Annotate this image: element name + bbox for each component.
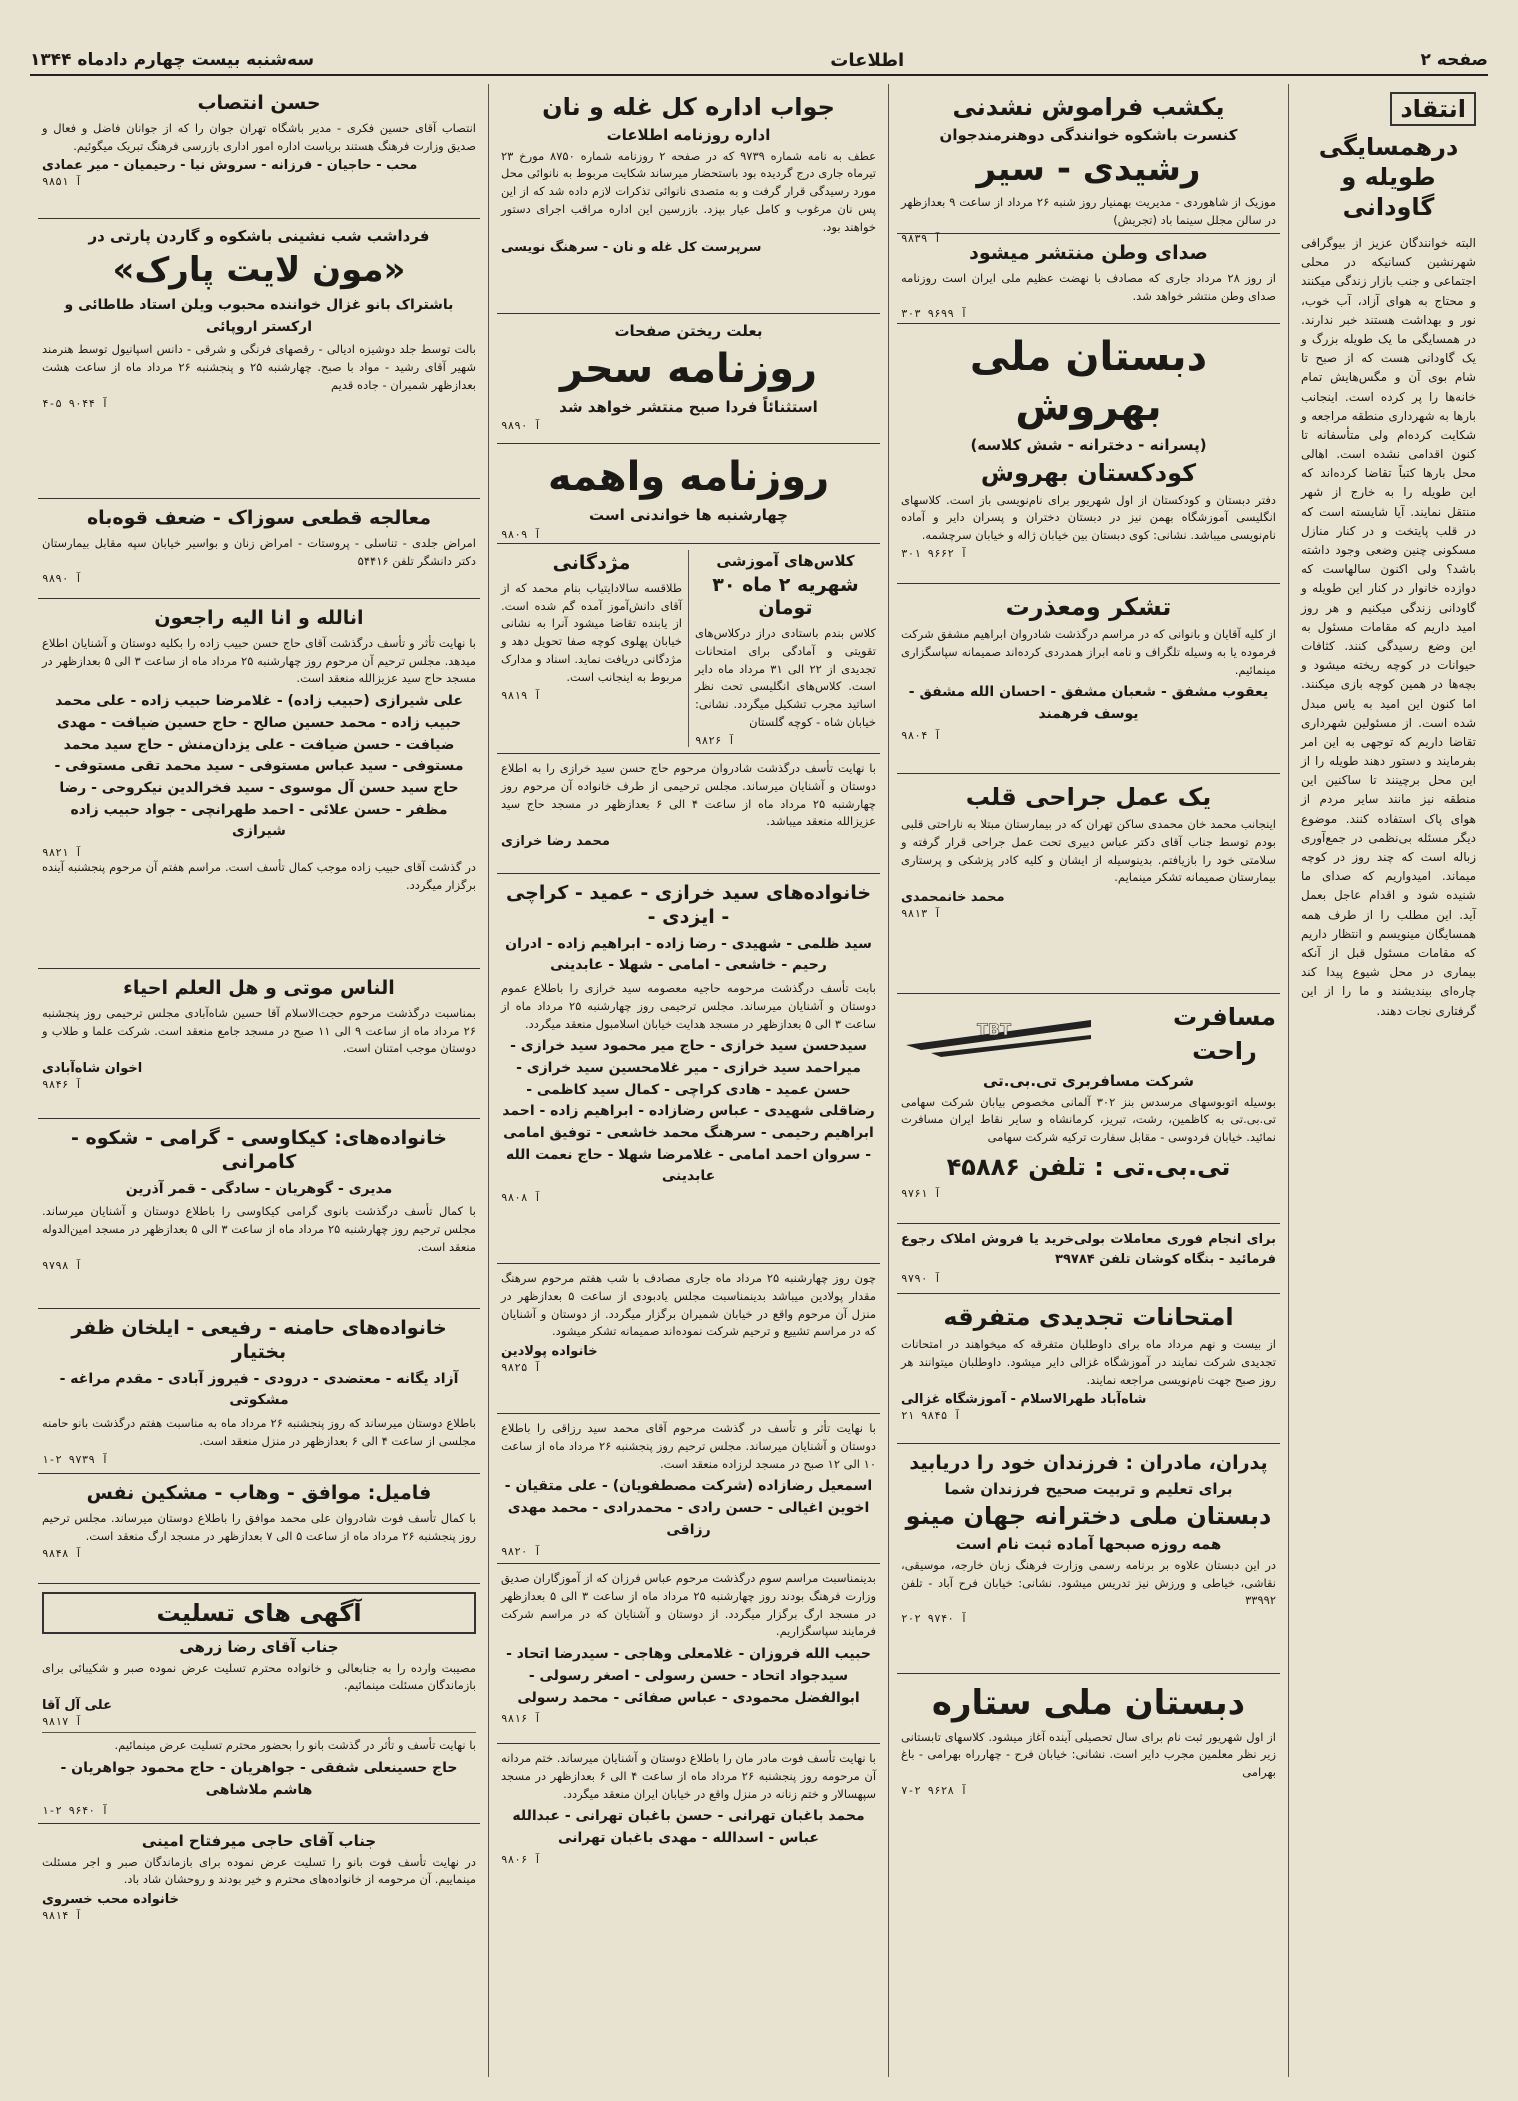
classes-heading: کلاس‌های آموزشی — [716, 552, 855, 570]
reward-heading: مژدگانی — [552, 552, 631, 574]
setareh-heading: دبستان ملی ستاره — [931, 1683, 1246, 1723]
appointment-signature: محب - حاجیان - فرزانه - سروش نیا - رحیمیان - میر عمادی — [42, 158, 418, 174]
sahar-ad — [497, 314, 880, 444]
jahanmino-code: آ ۹۷۴۰ ۲۰۲ — [901, 1612, 968, 1626]
obituary-6-code: آ ۹۸۰۶ — [501, 1852, 541, 1866]
condolence-text2: با نهایت تأسف و تأثر در گذشت بانو را بحضور محترم تسلیت عرض مینمائیم. — [114, 1738, 476, 1753]
moonlight-ad — [38, 219, 480, 499]
obituary-4-names: اسمعیل رضازاده (شرکت مصطفویان) - علی متقیان - اخوین اغیالی - حسن رادی - محمدرادی - محمد مهدی رزاقی — [504, 1478, 873, 1538]
travel-company: شرکت مسافربری تی.بی.تی — [983, 1072, 1194, 1090]
column-2 — [488, 84, 888, 2077]
paper-name: اطلاعات — [830, 49, 905, 71]
sahar-code: آ ۹۸۹۰ — [501, 419, 541, 432]
condolence-signature2: حاج حسینعلی شفقی - جواهریان - حاج محمود جواهریان - هاشم ملاشاهی — [60, 1759, 458, 1798]
classes-text: کلاس بندم باستادی دراز درکلاس‌های تقویتی و آمادگی برای امتحانات تجدیدی از ۲۲ الی ۳۱ مرداد ماه دایر است. کلاس‌های انگلیسی تحت نظر اساتید مجرب تشکیل میگردد. نشانی: خیابان شاه - کوچه گلستان — [695, 626, 876, 730]
critique-body: البته خوانندگان عزیز از بیوگرافی شهرنشین کسانیکه در محلی اجتماعی و جنب بازار زندگی میکنند و محتاج به هوای آزاد، آب خوب، نور و بهداشت هستند خبر ندارند. در همسایگی ما یک طویله بزرگ و یک گاودانی هست که از صبح تا شام بوی آن و مگس‌هایش تمام خانه‌ها را پر کرده است. اینجانب بارها به شهرداری منطقه مراجعه و شکایت کرده‌ام ولی متأسفانه تا کنون اقدامی نشده است. اهالی محل بارها کتباً تقاضا کرده‌اند که این طویله را به خارج از شهر منتقل نمایند. آیا شایسته است که در قلب پایتخت و در کنار منازل مسکونی چنین وضعی وجود داشته باشد؟ ولی اکنون سالهاست که دوازده خانوار در کنار این طویله و گاودانی زندگی میکنیم و هر روز امید داریم که مقامات مسئول به این وضع رسیدگی کنند. کثافات حیوانات در کوچه ریخته میشود و بچه‌ها در همین کوچه بازی میکنند. اما کنون این امید به یاس مبدل شده است. از مسئولین شهرداری تقاضا داریم که توجهی به این امر بفرمایند و دستور دهند طویله را از این محل برچینند تا ساکنین این منطقه نیز مانند سایر مردم از هوای پاک استفاده کنند. موضوع دیگر مسئله بی‌نظمی در جمع‌آوری زباله است که چند روز در کوچه میماند. امیدواریم که صدای ما شنیده شود و اقدام عاجل بعمل آید. این مطلب را از طرف همه همسایگان مینویسم و انتظار داریم که مقامات مسئول قبل از آنکه بیماری در محل شیوع پیدا کند چاره‌ای بیندیشند و ما را از این گرفتاری نجات دهند. — [1301, 236, 1476, 1018]
mavafagh-text: با کمال تأسف فوت شادروان علی محمد موافق را باطلاع دوستان میرساند. مجلس ترحیم روز پنجشنبه ۲۶ مرداد ماه از ساعت ۵ الی ۷ بعدازظهر در مسجد ارگ منعقد است. — [42, 1510, 476, 1543]
hamneh-text: باطلاع دوستان میرساند که روز پنجشنبه ۲۶ مرداد ماه به مناسبت هفتم درگذشت بانو حامنه مجلسی از ساعت ۴ الی ۶ بعدازظهر در منزل منعقد است. — [42, 1415, 476, 1448]
thanks-text: از کلیه آقایان و بانوانی که در مراسم درگذشت شادروان ابراهیم مشفق شرکت فرموده یا به وسیله تلگراف و نامه ابراز همدردی کرده‌اند صمیمانه سپاسگزاری مینمائیم. — [901, 627, 1276, 677]
exams-code: آ ۹۸۴۵ ۲۱ — [901, 1409, 961, 1423]
critique-heading: درهمسایگی طویله و گاودانی — [1318, 133, 1459, 221]
classes-code: آ ۹۸۲۶ — [695, 733, 735, 747]
bread-text: عطف به نامه شماره ۹۷۳۹ که در صفحه ۲ روزنامه شماره ۸۷۵۰ مورخ ۲۳ تیرماه جاری درج گردیده بود باستحضار میرساند شکایت مربوط به نانوائی محل مورد رسیدگی قرار گرفت و به متصدی نانوائی تذکرات لازم داده شد که از این پس نان مرغوب و کامل عیار بپزد. بازرسین این اداره مراقب اجرای دستور خواهند بود. — [501, 148, 877, 234]
mavafagh-obituary — [38, 1474, 480, 1584]
surgery-code: آ ۹۸۱۳ — [901, 907, 941, 921]
sedayevatan-text: از روز ۲۸ مرداد جاری که مصادف با نهضت عظیم ملی ایران است روزنامه صدای وطن منتشر خواهد شد. — [901, 270, 1276, 303]
obituary-3-text: چون روز چهارشنبه ۲۵ مرداد ماه جاری مصادف با شب هفتم مرحوم سرهنگ مقدار پولادین میباشد بدینمناسبت مجلس یادبودی از ساعت ۵ بعدازظهر در منزل آن مرحوم واقع در خیابان شمیران برگزار میگردد. از دوستان و آشنایان که در مراسم تشییع و ترحیم شرکت نموده‌اند صمیمانه تشکر میشود. — [501, 1271, 876, 1339]
issue-date: سه‌شنبه بیست چهارم دادماه ۱۳۴۴ — [30, 50, 315, 70]
doctor-text: امراض جلدی - تناسلی - پروستات - امراض زنان و بواسیر خیابان سپه مقابل بیمارستان دکتر دانشگر تلفن ۵۴۴۱۶ — [42, 535, 476, 568]
hamneh-heading: خانواده‌های حامنه - رفیعی - ایلخان ظفر بختیار — [71, 1317, 447, 1363]
behrouz-code: آ ۹۶۶۲ ۳۰۱ — [901, 546, 968, 560]
column-critique — [1288, 84, 1488, 2077]
travel-phone — [901, 1153, 1276, 1181]
obituary-6-names: محمد باغبان تهرانی - حسن باغبان تهرانی - عبدالله عباس - اسدالله - مهدی باغبان تهرانی — [512, 1808, 865, 1847]
column-3 — [888, 84, 1288, 2077]
classes-amount: شهریه ۲ ماه ۳۰ تومان — [712, 573, 859, 620]
doctor-code: آ ۹۸۹۰ — [42, 572, 82, 586]
condolence-signature: علی آل آقا — [42, 1698, 112, 1714]
exams-ad — [897, 1294, 1280, 1444]
realestate-code: آ ۹۷۹۰ — [901, 1272, 941, 1286]
jahanmino-heading: پدران، مادران : فرزندان خود را دریابید — [909, 1452, 1268, 1474]
bread-heading: جواب اداره کل غله و نان — [542, 93, 835, 121]
thanks-code: آ ۹۸۰۴ — [901, 728, 941, 742]
ahya-signature: اخوان شاه‌آبادی — [42, 1061, 143, 1077]
sedayevatan-code: آ ۹۶۹۹ ۳۰۳ — [901, 307, 968, 321]
condolence-sub: جناب آقای رضا زرهی — [179, 1638, 339, 1656]
sahar-text: استثنائاً فردا صبح منتشر خواهد شد — [559, 397, 818, 416]
setareh-code: آ ۹۶۲۸ ۲-۷ — [901, 1783, 968, 1797]
realestate-text: برای انجام فوری معاملات بولی‌خرید یا فروش املاک رجوع فرمائید - بنگاه کوشان تلفن ۳۹۷۸۴ — [901, 1232, 1276, 1268]
behrouz-text: دفتر دبستان و کودکستان از اول شهریور برای نام‌نویسی باز است. کلاسهای انگلیسی آموزشگاه بهمن نیز در دبستان دختران و پسران دایر و آماده نام‌نویسی میباشد. نشانی: کوی دبستان بین خیابان ژاله و خیابان سرچشمه. — [901, 492, 1276, 543]
columns — [30, 84, 1488, 2077]
jahanmino-sub2: دبستان ملی دخترانه جهان مینو — [905, 1502, 1272, 1531]
obituary-3-signature: خانواده پولادین — [501, 1344, 598, 1360]
realestate-ad — [897, 1224, 1280, 1294]
obituary-4-code: آ ۹۸۲۰ — [501, 1544, 541, 1558]
travel-code: آ ۹۷۶۱ — [901, 1186, 941, 1200]
travel-ad — [897, 994, 1280, 1224]
surgery-text: اینجانب محمد خان محمدی ساکن تهران که در بیمارستان مبتلا به ناراحتی قلبی بودم توسط جناب آقای دکتر عباس دبیری تحت عمل جراحی قرار گرفته و سلامتی خود را بازیافتم. بدینوسیله از ایشان و کلیه کادر پزشکی و پرستاری بیمارستان صمیمانه تشکر مینمایم. — [901, 817, 1276, 885]
moonlight-code: آ ۹۰۴۴ ۵-۴ — [42, 396, 109, 410]
reward-text: طلاقسه سالادایتیاب بنام محمد که از آقای دانش‌آموز آمده گم شده است. از یابنده تقاضا میشود آنرا به نشانی خیابان پهلوی کوچه صفا تحویل دهد و مژدگانی دریافت نماید. اسناد و مدارک مربوط به اینجانب است. — [501, 580, 682, 684]
appointment-text: انتصاب آقای حسین فکری - مدیر باشگاه تهران جوان را که از جوانان فاضل و فعال و صدیق وزارت فرهنگ هستند بریاست اداره امور اداری بازرسی فرهنگ تبریک میگوئیم. — [42, 120, 476, 153]
travel-text: بوسیله اتوبوسهای مرسدس بنز ۳۰۲ آلمانی مخصوص بیابان شرکت سهامی تی.بی.تی به کاظمین، رشت، تبریز، کرمانشاه و سایر نقاط ایران مسافرت نمائید. خیابان فردوسی - مقابل سفارت ترکیه شرکت سهامی — [901, 1094, 1277, 1145]
moonlight-heading: «مون لایت پارک» — [112, 249, 406, 290]
obituary-4-text: با نهایت تأثر و تأسف در گذشت مرحوم آقای محمد سید رزاقی را باطلاع دوستان و آشنایان میرساند. مجلس ترحیم روز پنجشنبه ۲۶ مرداد ماه از ساعت ۱۰ الی ۱۲ صبح در مسجد لرزاده منعقد است. — [501, 1421, 876, 1471]
jahanmino-sub3: همه روزه صبحها آماده ثبت نام است — [955, 1535, 1222, 1554]
concert-text: موزیک از شاهوردی - مدیریت بهمنیار روز شنبه ۲۶ مرداد از ساعت ۹ بعدازظهر در سالن مجلل سینما باد (تجریش) — [901, 195, 1276, 227]
rajeoon-text: با نهایت تأثر و تأسف درگذشت آقای حاج حسن حبیب زاده را بکلیه دوستان و آشنایان اطلاع میدهد. مجلس ترحیم آن مرحوم روز چهارشنبه ۲۵ مرداد ماه از ساعت ۳ الی ۵ بعدازظهر در مسجد حاج سید عزیزالله منعقد است. — [42, 635, 476, 686]
behrouz-heading: دبستان ملی بهروش — [969, 334, 1208, 430]
classes-ad — [695, 550, 876, 747]
jahanmino-sub: برای تعلیم و تربیت صحیح فرزندان شما — [944, 1479, 1233, 1498]
amini-signature: خانواده محب خسروی — [42, 1892, 179, 1908]
reward-ad — [501, 550, 689, 747]
mavafagh-code: آ ۹۸۴۸ — [42, 1547, 82, 1561]
obituary-5-code: آ ۹۸۱۶ — [501, 1712, 541, 1726]
ahya-code: آ ۹۸۴۶ — [42, 1078, 82, 1092]
moonlight-names: باشتراک بانو غزال خواننده محبوب ویلن استاد طاطائی و ارکستر اروپائی — [64, 297, 454, 335]
travel-phone-number: ۴۵۸۸۶ — [946, 1152, 1020, 1181]
sahar-heading: روزنامه سحر — [560, 345, 817, 392]
bread-signature: سرپرست کل غله و نان - سرهنگ نویسی — [501, 239, 762, 255]
vahmeh-ad — [497, 444, 880, 544]
kikavousi-heading: خانواده‌های: کیکاوسی - گرامی - شکوه - کامرانی — [71, 1127, 447, 1173]
surgery-ad — [897, 774, 1280, 994]
condolence-text: مصیبت وارده را به جنابعالی و خانواده محترم تسلیت عرض نموده صبر و شکیبائی برای بازماندگان مسئلت مینمائیم. — [42, 1660, 476, 1693]
travel-phone-label: تی.بی.تی : تلفن — [1028, 1152, 1231, 1181]
reward-code: آ ۹۸۱۹ — [501, 688, 541, 702]
appointment-heading: حسن انتصاب — [197, 92, 321, 114]
rajeoon-code: آ ۹۸۲۱ — [42, 846, 82, 859]
surgery-heading: یک عمل جراحی قلب — [965, 783, 1212, 811]
vahmeh-heading: روزنامه واهمه — [547, 454, 830, 500]
exams-signature: شاه‌آباد طهرالاسلام - آموزشگاه غزالی — [901, 1392, 1147, 1408]
travel-heading1: مسافرت — [1172, 1003, 1276, 1031]
concert-code: آ ۹۸۳۹ — [901, 231, 941, 245]
obituary-6-text: با نهایت تأسف فوت مادر مان را باطلاع دوستان و آشنایان میرساند. ختم مردانه آن مرحومه روز پنجشنبه ۲۶ مرداد ماه از ساعت ۴ الی ۶ بعدازظهر در مسجد سپهسالار و ختم زنانه در منزل واقع در خیابان ایران منعقد میگردد. — [501, 1751, 877, 1801]
mavafagh-heading: فامیل: موافق - وهاب - مشکین نفس — [86, 1482, 432, 1504]
obituary-5-names: حبیب الله فروزان - غلامعلی وهاجی - سیدرضا اتحاد - سیدجواد اتحاد - حسن رسولی - اصغر رسولی - ابوالفضل محمودی - عباس صفائی - محمد رسولی — [506, 1646, 871, 1706]
condolence-heading: آگهی های تسلیت — [42, 1592, 476, 1634]
setareh-text: از اول شهریور ثبت نام برای سال تحصیلی آینده آغاز میشود. کلاسهای تابستانی زیر نظر معلمین مجرب دایر است. نشانی: خیابان فرح - چهارراه بهرامی - باغ بهرامی — [901, 1729, 1276, 1780]
obituary-1 — [497, 754, 880, 874]
behrouz-sub: (پسرانه - دخترانه - شش کلاسه) — [970, 436, 1207, 454]
masthead — [30, 46, 1488, 76]
bread-reply — [497, 84, 880, 314]
critique-label: انتقاد — [1390, 92, 1476, 126]
critique-article — [1297, 84, 1480, 2077]
exams-text: از بیست و نهم مرداد ماه برای داوطلبان متفرقه که میخواهند در امتحانات تجدیدی شرکت نمایند در آموزشگاه غزالی دایر میشود. داوطلبان میتوانند هر روز صبح جهت نام‌نویسی مراجعه نمایند. — [901, 1337, 1276, 1387]
amini-text: در نهایت تأسف فوت بانو را تسلیت عرض نموده برای بازماندگان صبر و اجر مسئلت مینماییم. آن مرحومه از خانواده‌های محترم و خیر بودند و روحشان شاد باد. — [42, 1854, 476, 1887]
moonlight-sub: فرداشب شب نشینی باشکوه و گاردن پارتی در — [88, 227, 430, 245]
thanks-heading: تشکر ومعذرت — [1005, 593, 1172, 621]
obituary-2 — [497, 874, 880, 1264]
behrouz-sub2: کودکستان بهروش — [980, 458, 1197, 487]
kikavousi-obituary — [38, 1119, 480, 1309]
hamneh-obituary — [38, 1309, 480, 1474]
amini-sub: جناب آقای حاجی میرفتاح امینی — [141, 1832, 377, 1850]
travel-heading2: راحت — [1192, 1037, 1257, 1065]
column-1 — [30, 84, 488, 2077]
kikavousi-names: مدیری - گوهریان - سادگی - قمر آذرین — [125, 1180, 393, 1197]
rajeoon-note: در گذشت آقای حبیب زاده موجب کمال تأسف است. مراسم هفتم آن مرحوم پنجشنبه آینده برگزار میگردد. — [42, 860, 476, 892]
amini-code: آ ۹۸۱۴ — [42, 1909, 82, 1923]
condolence-section — [38, 1584, 480, 1824]
obituary-3-code: آ ۹۸۲۵ — [501, 1361, 541, 1375]
sedayevatan-ad — [897, 231, 1280, 324]
doctor-heading: معالجه قطعی سوزاک - ضعف قوه‌باه — [86, 507, 432, 529]
doctor-ad — [38, 499, 480, 599]
obituary-2-code: آ ۹۸۰۸ — [501, 1191, 541, 1205]
obituary-2-names: سید ظلمی - شهیدی - رضا زاده - ابراهیم زاده - ادران رحیم - خاشعی - امامی - شهلا - عابدینی — [505, 935, 872, 974]
bread-sub: اداره روزنامه اطلاعات — [606, 126, 771, 144]
hamneh-names: آزاد یگانه - معتضدی - درودی - فیروز آبادی - مقدم مراغه - مشکوتی — [59, 1370, 459, 1409]
kikavousi-text: با کمال تأسف درگذشت بانوی گرامی کیکاوسی را باطلاع دوستان و آشنایان میرساند. مجلس ترحیم روز چهارشنبه ۲۵ مرداد ماه از ساعت ۳ الی ۵ بعدازظهر در مسجد امین‌الدوله منعقد است. — [42, 1204, 477, 1254]
obituary-1-signature: محمد رضا خرازی — [501, 834, 610, 850]
surgery-signature: محمد خانمحمدی — [901, 890, 1005, 906]
concert-ad — [897, 84, 1280, 245]
exams-heading: امتحانات تجدیدی متفرقه — [943, 1303, 1234, 1331]
appointment-code: آ ۹۸۵۱ — [42, 175, 82, 189]
obituary-4 — [497, 1414, 880, 1564]
tbt-logo-text: TBT — [976, 1020, 1011, 1039]
classes-and-reward — [497, 544, 880, 754]
condolence-code2: آ ۹۶۴۰ ۲-۱ — [42, 1804, 109, 1818]
hamneh-code: آ ۹۷۳۹ ۲-۱ — [42, 1452, 109, 1466]
bus-logo-icon — [901, 1005, 1101, 1065]
concert-sub: کنسرت باشکوه خوانندگی دوهنرمندجوان — [939, 126, 1238, 144]
obituary-5-text: بدینمناسبت مراسم سوم درگذشت مرحوم عباس فرزان که از آموزگاران صدیق وزارت فرهنگ بودند روز چهارشنبه ۲۵ مرداد ماه از ساعت ۳ الی ۵ بعدازظهر در مسجد ارگ برگزار میگردد. از دوستان و آشنایان که در مراسم شرکت فرمایند سپاسگزاریم. — [501, 1571, 877, 1639]
obituary-2-heading: خانواده‌های سید خرازی - عمید - کراچی - ایزدی - — [505, 882, 872, 928]
obituary-3 — [497, 1264, 880, 1414]
rajeoon-heading: انالله و انا الیه راجعون — [154, 607, 364, 629]
rajeoon-obituary — [38, 599, 480, 969]
obituary-6 — [497, 1744, 880, 2077]
setareh-ad — [897, 1674, 1280, 2077]
obituary-5 — [497, 1564, 880, 1744]
obituary-1-text: با نهایت تأسف درگذشت شادروان مرحوم حاج حسن سید خرازی را به اطلاع دوستان و آشنایان میرساند. مجلس ترحیمی از طرف خانواده آن مرحوم روز چهارشنبه ۲۵ مرداد ماه از ساعت ۴ الی ۶ بعدازظهر در مسجد حاج سید عزیزالله منعقد میباشد. — [501, 761, 877, 829]
concert-heading: یکشب فراموش نشدنی — [952, 93, 1225, 121]
behrouz-school-ad — [897, 324, 1280, 584]
page-number: صفحه ۲ — [1420, 50, 1488, 70]
thanks-ad — [897, 584, 1280, 774]
amini-condolence — [38, 1824, 480, 2077]
moonlight-text: بالت توسط جلد دوشیزه ادیالی - رقصهای فرنگی و شرقی - دانس اسپانیول توسط هنرمند شهیر آقای رشید - مواد با صبح. چهارشنبه ۲۵ و پنجشنبه ۲۶ مرداد ماه از ساعت هشت بعدازظهر شمیران - جاده قدیم — [42, 342, 476, 392]
concert-names: رشیدی - سیر — [976, 148, 1201, 189]
jahanmino-ad — [897, 1444, 1280, 1674]
thanks-names: یعقوب مشفق - شعبان مشفق - احسان الله مشفق - یوسف فرهمند — [908, 684, 1269, 723]
kikavousi-code: آ ۹۷۹۸ — [42, 1258, 82, 1272]
tbt-logo — [901, 1005, 1101, 1065]
vahmeh-code: آ ۹۸۰۹ — [501, 527, 541, 541]
rajeoon-names: علی شیرازی (حبیب زاده) - غلامرضا حبیب زاده - علی محمد حبیب زاده - محمد حسین صالح - حاج حسین ضیافت - مهدی ضیافت - حسن ضیافت - علی یزدان‌منش - حاج سید محمد مستوفی - سید عباس مستوفی - سید محمد تقی مستوفی - حاج سید حسن آل موسوی - سید فخرالدین نیکروحی - رضا مظفر - حسن علائی - احمد طهرانچی - جواد حبیب زاده شیرازی — [54, 693, 464, 840]
sahar-sub: بعلت ریختن صفحات — [614, 322, 763, 340]
ahya-obituary — [38, 969, 480, 1119]
ahya-heading: الناس موتی و هل العلم احیاء — [123, 977, 395, 999]
obituary-2-text: بابت تأسف درگذشت مرحومه حاجیه معصومه سید خرازی را باطلاع عموم دوستان و آشنایان میرساند. مجلس ترحیمی روز چهارشنبه ۲۵ مرداد ماه از ساعت ۳ الی ۵ بعدازظهر در مسجد هدایت خیابان اسلامبول منعقد میگردد. — [501, 980, 876, 1031]
condolence-code: آ ۹۸۱۷ — [42, 1715, 82, 1729]
sedayevatan-heading: صدای وطن منتشر میشود — [969, 242, 1208, 264]
ahya-text: بمناسبت درگذشت مرحوم حجت‌الاسلام آقا حسین شاه‌آبادی مجلس ترحیمی روز پنجشنبه ۲۶ مرداد ماه از ساعت ۹ الی ۱۱ صبح در مسجد جامع منعقد است. شرکت علما و طلاب و دوستان موجب امتنان است. — [42, 1005, 476, 1056]
jahanmino-text: در این دبستان علاوه بر برنامه رسمی وزارت فرهنگ زبان خارجه، موسیقی، نقاشی، خیاطی و ورزش نیز تدریس میشود. نشانی: خیابان فرح آباد - تلفن ۳۳۹۹۲ — [901, 1557, 1276, 1608]
appointment-ad — [38, 84, 480, 219]
obituary-2-names2: سیدحسن سید خرازی - حاج میر محمود سید خرازی - میراحمد سید خرازی - میر غلامحسین سید خرازی - حسن عمید - هادی کراچی - کمال سید کاظمی - رضاقلی شهیدی - عباس رضازاده - ابراهیم زاده - احمد ابراهیم رحیمی - سرهنگ محمد خاشعی - توفیق امامی - سروان احمد امامی - غلامرضا شهلا - حاج نعمت الله عابدینی — [502, 1038, 875, 1185]
vahmeh-sub: چهارشنبه ها خواندنی است — [588, 506, 788, 524]
